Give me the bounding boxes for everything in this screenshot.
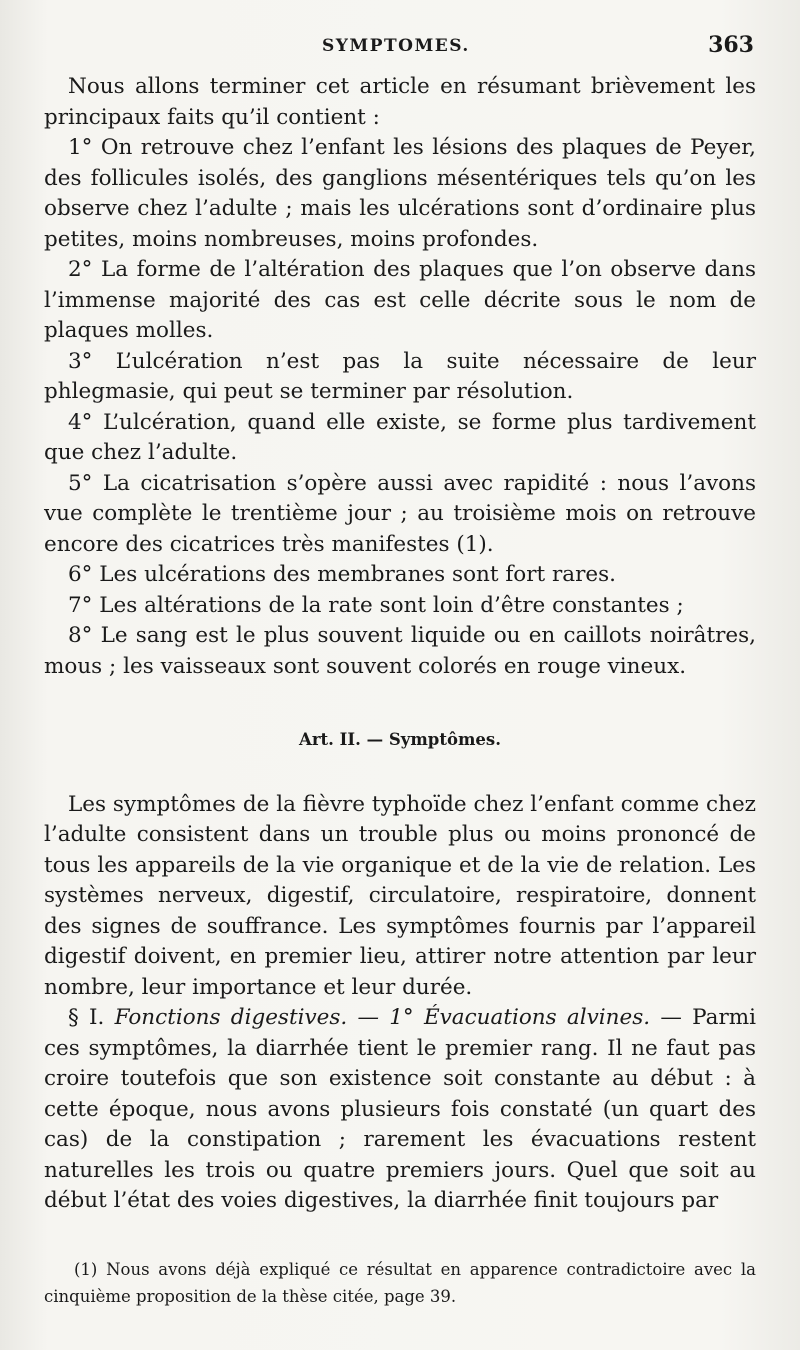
footnote	[44, 1256, 756, 1310]
summary-item-2: 2° La forme de l’altération des plaques que l’on observe dans l’immense majorité des cas est celle décrite sous le nom de plaques molles.	[44, 257, 756, 343]
section-title: Art. II. — Symptômes.	[299, 730, 501, 749]
running-title: SYMPTOMES.	[322, 36, 470, 56]
summary-intro: Nous allons terminer cet article en résumant brièvement les principaux faits qu’il contient :	[44, 74, 756, 130]
subsection-title: Fonctions digestives. — 1° Évacuations alvines.	[114, 1005, 651, 1030]
summary-item-7: 7° Les altérations de la rate sont loin d’être constantes ;	[68, 592, 684, 618]
summary-item-4: 4° L’ulcération, quand elle existe, se forme plus tardivement que chez l’adulte.	[44, 409, 756, 465]
body-text	[44, 72, 756, 1217]
summary-item-8: 8° Le sang est le plus souvent liquide ou en caillots noirâtres, mous ; les vaisseaux sont souvent colorés en rouge vineux.	[44, 623, 756, 679]
summary-item-5: 5° La cicatrisation s’opère aussi avec rapidité : nous l’avons vue complète le trentième jour ; au troisième mois on retrouve encore des cicatrices très manifestes (1).	[44, 470, 756, 557]
subsection-text: — Parmi ces symptômes, la diarrhée tient le premier rang. Il ne faut pas croire toutefois que son existence soit constante au début : à cette époque, nous avons plusieurs fois constaté (un quart des cas) de la constipation ; rarement les évacuations restent naturelles les trois ou quatre premiers jours. Quel que soit au début l’état des voies digestives, la diarrhée finit toujours par	[44, 1005, 756, 1213]
summary-item-3: 3° L’ulcération n’est pas la suite nécessaire de leur phlegmasie, qui peut se terminer par résolution.	[44, 348, 756, 404]
summary-item-1: 1° On retrouve chez l’enfant les lésions des plaques de Peyer, des follicules isolés, des ganglions mésentériques tels qu’on les observe chez l’adulte ; mais les ulcérations sont d’ordinaire plus petites, moins nombreuses, moins profondes.	[44, 135, 756, 252]
symptoms-paragraph-1: Les symptômes de la fièvre typhoïde chez l’enfant comme chez l’adulte consistent dans un trouble plus ou moins prononcé de tous les appareils de la vie organique et de la vie de relation. Les systèmes nerveux, digestif, circulatoire, respiratoire, donnent des signes de souffrance. Les symptômes fournis par l’appareil digestif doivent, en premier lieu, attirer notre attention par leur nombre, leur importance et leur durée.	[44, 791, 756, 1000]
symptoms-paragraph-2	[44, 1003, 756, 1217]
footnote-text: (1) Nous avons déjà expliqué ce résultat en apparence contradictoire avec la cinquième proposition de la thèse citée, page 39.	[44, 1260, 756, 1306]
page-header	[0, 32, 800, 66]
summary-item-6: 6° Les ulcérations des membranes sont fort rares.	[68, 562, 616, 587]
subsection-prefix: § I.	[68, 1005, 105, 1030]
page-number: 363	[708, 32, 754, 58]
